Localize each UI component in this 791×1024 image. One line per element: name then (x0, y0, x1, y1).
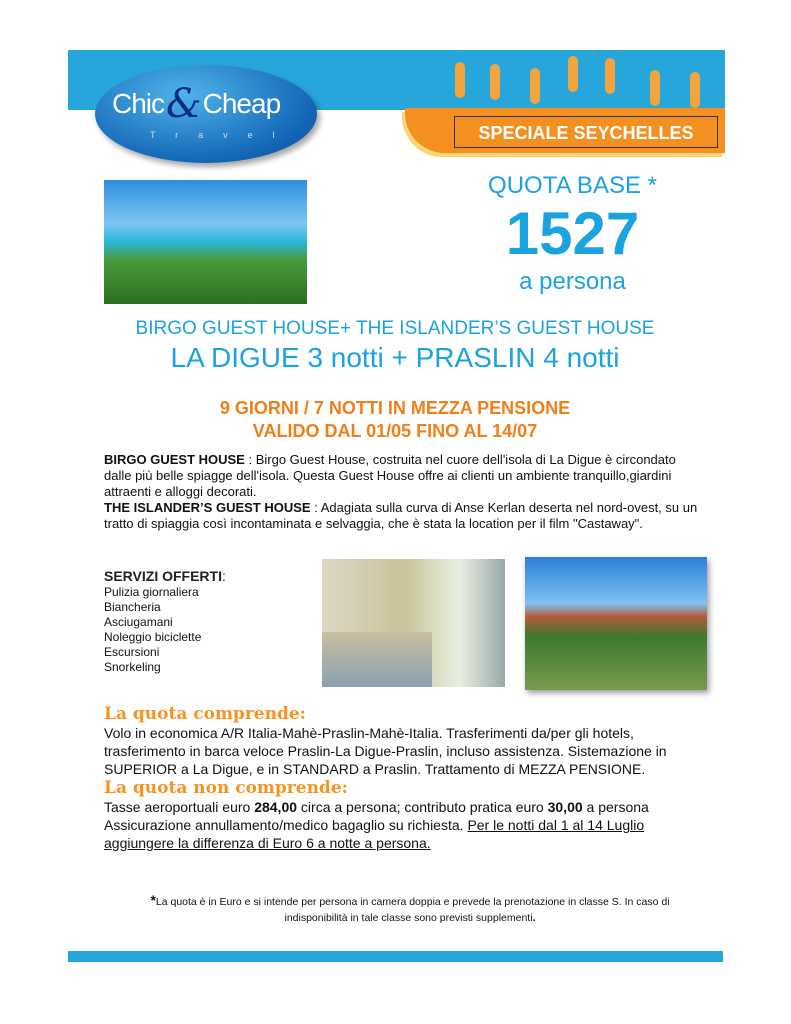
footnote-star: * (150, 892, 156, 908)
services-list (104, 567, 226, 675)
logo-subtitle: Travel (150, 130, 295, 140)
footnote (130, 892, 690, 926)
figure-icon (490, 64, 500, 100)
logo-ampersand: & (166, 81, 201, 127)
booking-fee: 30,00 (547, 799, 583, 815)
text: a persona Assicurazione annullamento/medico bagaglio su richiesta. (104, 799, 649, 833)
hotel-description-1 (104, 452, 704, 500)
service-item: Biancheria (104, 600, 161, 614)
bed-shape (322, 632, 432, 687)
price-label: QUOTA BASE * (488, 172, 657, 199)
service-item: Pulizia giornaliera (104, 585, 199, 599)
services-colon: : (221, 568, 226, 584)
figure-icon (605, 58, 615, 94)
hotel-name: BIRGO GUEST HOUSE (104, 452, 245, 467)
figure-icon (568, 56, 578, 92)
footer-band (68, 951, 723, 962)
hotel-description-2 (104, 500, 704, 532)
text: Tasse aeroportuali euro (104, 799, 255, 815)
service-item: Noleggio biciclette (104, 630, 202, 644)
figure-icon (455, 62, 465, 98)
figure-icon (690, 72, 700, 108)
excludes-title: La quota non comprende: (104, 778, 348, 798)
footnote-end: . (532, 912, 536, 924)
duration: 9 GIORNI / 7 NOTTI IN MEZZA PENSIONE (219, 398, 571, 418)
text: circa a persona; contributo pratica euro (297, 799, 548, 815)
beach-photo (104, 180, 307, 304)
includes-title: La quota comprende: (104, 704, 306, 724)
services-title (104, 567, 226, 585)
hotel-text: : Birgo Guest House, costruita nel cuore dell'isola di La Digue è circondato dalle più belle spiagge dell'isola. Questa Guest House offre ai clienti un ambiente tranquillo,giardini attraenti e alloggi decorati. (104, 452, 676, 499)
footnote-text: La quota è in Euro e si intende per persona in camera doppia e prevede la prenotazione in classe S. In caso di indisponibilità in tale classe sono previsti supplementi (155, 896, 670, 924)
service-item: Asciugamani (104, 615, 173, 629)
excludes-text (104, 798, 694, 852)
hotel-name: THE ISLANDER’S GUEST HOUSE (104, 500, 311, 515)
service-item: Escursioni (104, 645, 160, 659)
pricing-terms (104, 704, 694, 852)
service-item: Snorkeling (104, 660, 161, 674)
price-amount: 1527 (505, 200, 640, 267)
garden-photo (525, 557, 707, 690)
figure-icon (530, 68, 540, 104)
logo-cheap: Cheap (202, 88, 281, 119)
price-unit: a persona (519, 268, 626, 295)
airport-tax: 284,00 (254, 799, 298, 815)
speciale-badge: SPECIALE SEYCHELLES (454, 116, 718, 148)
services-title-text: SERVIZI OFFERTI (104, 568, 222, 584)
figure-icon (650, 70, 660, 106)
validity: VALIDO DAL 01/05 FINO AL 14/07 (252, 421, 538, 441)
room-photo (322, 559, 505, 687)
includes-text: Volo in economica A/R Italia-Mahè-Praslin-Mahè-Italia. Trasferimenti da/per gli hotels, trasferimento in barca veloce Praslin-La Digue-Praslin, incluso assistenza. Sistemazione in SUPERIOR a La Digue, e in STANDARD a Praslin. Trattamento di MEZZA PENSIONE. (104, 725, 667, 777)
logo-text (112, 81, 281, 127)
hotel-text: : Adagiata sulla curva di Anse Kerlan deserta nel nord-ovest, su un tratto di spiaggia così incontaminata e selvaggia, che è stata la location per il film "Castaway". (104, 500, 698, 531)
destinations-title: LA DIGUE 3 notti + PRASLIN 4 notti (170, 342, 620, 373)
logo-chic: Chic (112, 88, 165, 119)
hotels-title: BIRGO GUEST HOUSE+ THE ISLANDER’S GUEST HOUSE (135, 318, 655, 339)
july-supplement-note: Per le notti dal 1 al 14 Luglio aggiungere la differenza di Euro 6 a notte a persona. (104, 817, 645, 851)
hotel-descriptions (104, 452, 704, 532)
offer-details (60, 397, 730, 443)
